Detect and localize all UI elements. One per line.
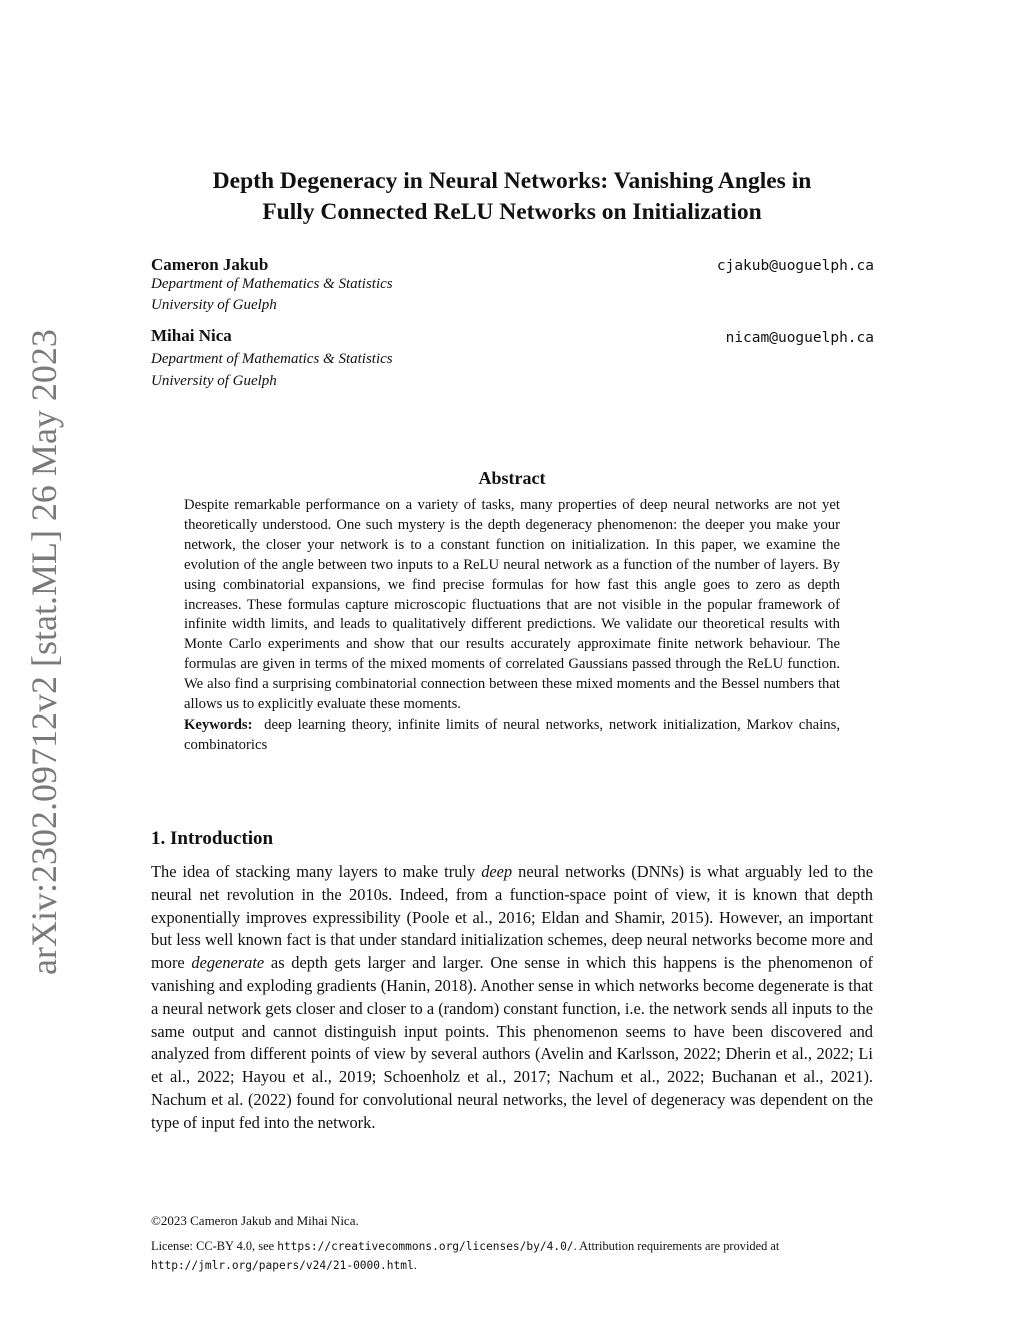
keywords-list: deep learning theory, infinite limits of neural networks, network initialization, Markov chains, combinatorics — [184, 716, 841, 753]
author-1-email: cjakub@uoguelph.ca — [716, 258, 874, 274]
title-line-1: Depth Degeneracy in Neural Networks: Vanishing Angles in — [212, 168, 812, 194]
introduction-paragraph — [151, 861, 873, 1135]
intro-text-part-3: as depth gets larger and larger. One sense in which this happens is the phenomenon of vanishing and exploding gradients (Hanin, 2018). Another sense in which networks become degenerate is that a neural network gets closer and closer to a (random) constant function, i.e. the network sends all inputs to the same output and cannot distinguish input points. This phenomenon seems to have been discovered and analyzed from different points of view by several authors (Avelin and Karlsson, 2022; Dherin et al., 2022; Li et al., 2022; Hayou et al., 2019; Schoenholz et al., 2017; Nachum et al., 2022; Buchanan et al., 2021). Nachum et al. (2022) found for convolutional neural networks, the level of degeneracy was dependent on the type of input fed into the network. — [151, 953, 873, 1132]
author-2-department: Department of Mathematics & Statistics — [151, 351, 393, 367]
license-notice — [151, 1237, 873, 1275]
author-2-university: University of Guelph — [151, 373, 277, 389]
intro-emphasis-degenerate: degenerate — [191, 953, 265, 973]
keywords-label: Keywords: — [184, 716, 253, 733]
intro-text-part-2: neural networks (DNNs) is what arguably led to the neural net revolution in the 2010s. Indeed, from a function-space point of view, it is known that depth exponentially improves expressibility (Poole et al., 2016; Eldan and Shamir, 2015). However, an important but less well known fact is that under standard initialization schemes, deep neural networks become more and more — [151, 862, 873, 973]
license-mid: . Attribution requirements are provided at — [573, 1239, 780, 1253]
author-1-university: University of Guelph — [151, 297, 277, 313]
intro-text-part-1: The idea of stacking many layers to make truly — [151, 862, 482, 881]
author-2-email: nicam@uoguelph.ca — [725, 330, 874, 346]
arxiv-sidebar-stamp: arXiv:2302.09712v2 [stat.ML] 26 May 2023 — [24, 329, 64, 975]
license-end: . — [413, 1258, 417, 1272]
section-heading-introduction: 1. Introduction — [151, 828, 274, 849]
intro-emphasis-deep: deep — [481, 862, 513, 881]
license-url-link[interactable]: https://creativecommons.org/licenses/by/4.0/ — [277, 1240, 574, 1253]
abstract-body — [184, 496, 840, 756]
author-2-name: Mihai Nica — [151, 326, 232, 345]
license-prefix: License: CC-BY 4.0, see — [151, 1239, 278, 1253]
title-line-2: Fully Connected ReLU Networks on Initialization — [262, 199, 762, 225]
copyright-notice: ©2023 Cameron Jakub and Mihai Nica. — [151, 1213, 359, 1228]
attribution-url-link[interactable]: http://jmlr.org/papers/v24/21-0000.html — [151, 1259, 414, 1272]
author-1-name: Cameron Jakub — [151, 255, 269, 274]
paper-title — [110, 166, 914, 228]
author-1-department: Department of Mathematics & Statistics — [151, 276, 393, 292]
keywords-line — [184, 716, 840, 756]
abstract-heading: Abstract — [478, 468, 546, 488]
abstract-text: Despite remarkable performance on a variety of tasks, many properties of deep neural networks are not yet theoretically understood. One such mystery is the depth degeneracy phenomenon: the deeper you make your network, the closer your network is to a constant function on initialization. In this paper, we examine the evolution of the angle between two inputs to a ReLU neural network as a function of the number of layers. By using combinatorial expansions, we find precise formulas for how fast this angle goes to zero as depth increases. These formulas capture microscopic fluctuations that are not visible in the popular framework of infinite width limits, and leads to qualitatively different predictions. We validate our theoretical results with Monte Carlo experiments and show that our results accurately approximate finite network behaviour. The formulas are given in terms of the mixed moments of correlated Gaussians passed through the ReLU function. We also find a surprising combinatorial connection between these mixed moments and the Bessel numbers that allows us to explicitly evaluate these moments. — [184, 497, 840, 713]
